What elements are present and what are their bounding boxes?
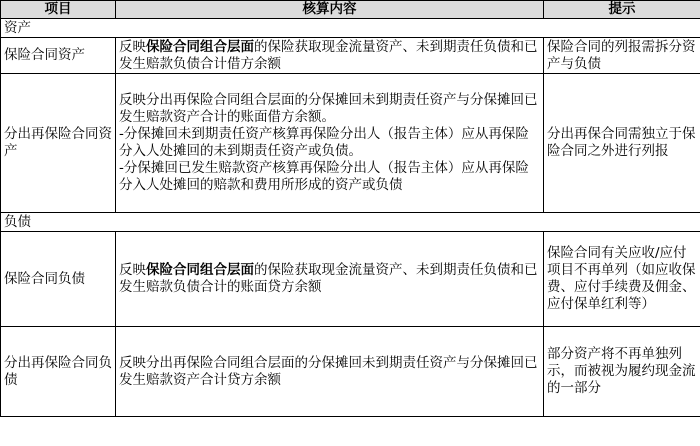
section-row-liabilities [1,213,700,232]
content-emphasis: 保险合同组合层面 [146,262,254,278]
content-main: 反映分出再保险合同组合层面的分保摊回未到期责任资产与分保摊回已发生赔款资产合计的账面借方余额。 [119,92,538,125]
content-cell [116,232,544,327]
header-item: 项目 [1,1,116,19]
content-suffix: 的保险获取现金流量资产、未到期责任负债和已发生赔款负债合计借方余额 [119,38,538,72]
hint-cell: 保险合同有关应收/应付项目不再单列（如应收保费、应付手续费及佣金、应付保单红利等） [544,232,700,327]
header-content: 核算内容 [116,1,544,19]
content-bullet: -分保摊回已发生赔款资产核算再保险分出人（报告主体）应从再保险分入人处摊回的赔款和费用所形成的资产或负债 [119,160,529,193]
content-cell: 反映分出再保险合同组合层面的分保摊回未到期责任资产与分保摊回已发生赔款资产合计贷方余额 [116,327,544,417]
content-suffix: 的保险获取现金流量资产、未到期责任负债和已发生赔款负债合计的账面贷方余额 [119,262,538,295]
hint-cell: 部分资产将不再单独列示，而被视为履约现金流的一部分 [544,327,700,417]
section-label-assets: 资产 [1,19,700,38]
content-cell [116,74,544,213]
table-row [1,74,700,213]
table-row [1,232,700,327]
content-prefix: 反映 [119,262,146,278]
section-row-assets [1,19,700,38]
header-row [1,1,700,19]
item-name: 保险合同资产 [1,38,116,74]
content-emphasis: 保险合同组合层面 [146,38,254,55]
item-name: 保险合同负债 [1,232,116,327]
content-cell [116,38,544,74]
header-hint: 提示 [544,1,700,19]
content-prefix: 反映 [119,38,146,55]
section-label-liabilities: 负债 [1,213,700,232]
hint-cell: 保险合同的列报需拆分资产与负债 [544,38,700,74]
table-row [1,327,700,417]
hint-cell: 分出再保合同需独立于保险合同之外进行列报 [544,74,700,213]
content-bullet: -分保摊回未到期责任资产核算再保险分出人（报告主体）应从再保险分入人处摊回的未到期责任资产或负债。 [119,126,529,159]
item-name: 分出再保险合同负债 [1,327,116,417]
item-name: 分出再保险合同资产 [1,74,116,213]
table-row [1,38,700,74]
